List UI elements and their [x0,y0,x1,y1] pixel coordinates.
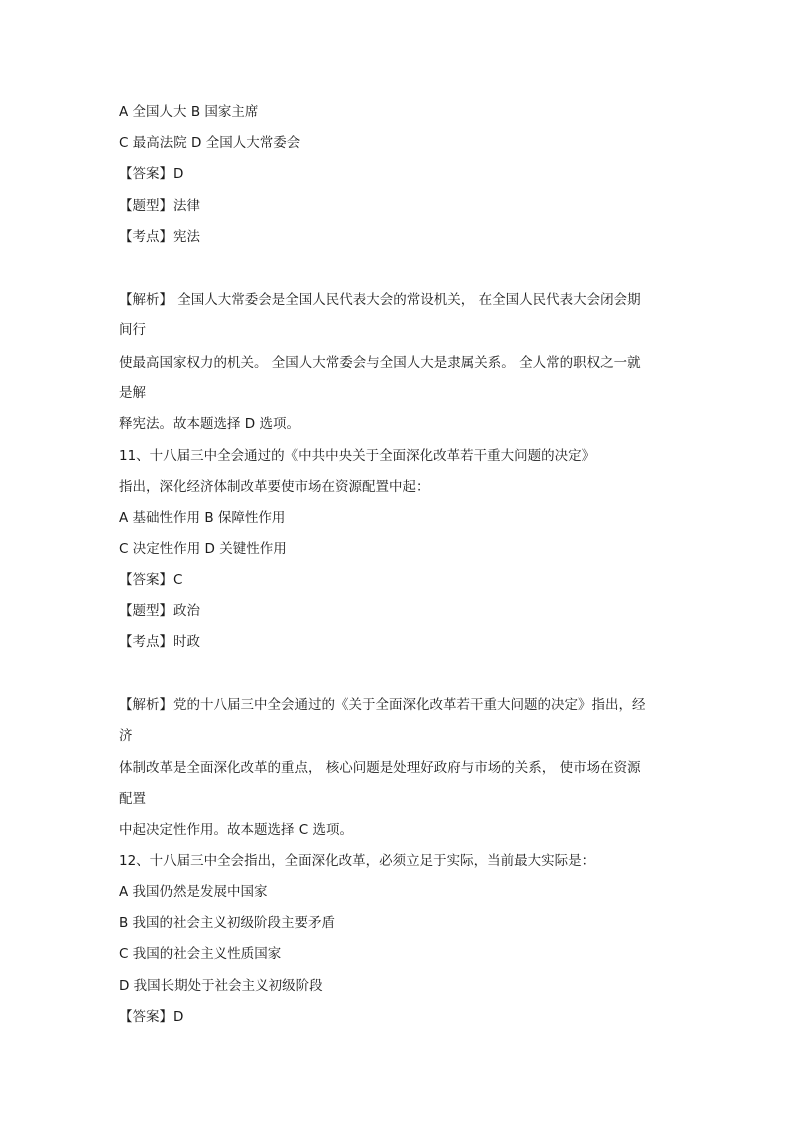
option-line-a-b: A 全国人大 B 国家主席 [119,104,259,120]
analysis-line: 【解析】党的十八届三中全会通过的《关于全面深化改革若干重大问题的决定》指出，经 [119,697,646,713]
answer-line: 【答案】D [119,166,184,182]
exam-point-line: 【考点】宪法 [119,229,200,245]
option-d-line: D 我国长期处于社会主义初级阶段 [119,978,323,994]
analysis-line: 释宪法。故本题选择 D 选项。 [119,416,300,432]
answer-line: 【答案】D [119,1009,184,1025]
option-b-line: B 我国的社会主义初级阶段主要矛盾 [119,915,336,931]
analysis-line: 间行 [119,322,146,338]
analysis-line: 体制改革是全面深化改革的重点， 核心问题是处理好政府与市场的关系， 使市场在资源 [119,760,641,776]
analysis-line: 使最高国家权力的机关。 全国人大常委会与全国人大是隶属关系。 全人常的职权之一就 [119,355,641,371]
analysis-line: 配置 [119,791,146,807]
question-11-line: 11、十八届三中全会通过的《中共中央关于全面深化改革若干重大问题的决定》 [119,448,596,464]
analysis-line: 济 [119,728,133,744]
option-line-a-b: A 基础性作用 B 保障性作用 [119,510,286,526]
option-line-c-d: C 最高法院 D 全国人大常委会 [119,135,301,151]
question-12-line: 12、十八届三中全会指出，全面深化改革，必须立足于实际，当前最大实际是： [119,853,596,869]
question-11-line: 指出，深化经济体制改革要使市场在资源配置中起： [119,479,430,495]
question-type-line: 【题型】政治 [119,603,200,619]
analysis-line: 【解析】 全国人大常委会是全国人民代表大会的常设机关， 在全国人民代表大会闭会期 [119,292,641,308]
question-type-line: 【题型】法律 [119,198,200,214]
analysis-line: 是解 [119,385,146,401]
answer-line: 【答案】C [119,572,183,588]
analysis-line: 中起决定性作用。故本题选择 C 选项。 [119,822,354,838]
exam-point-line: 【考点】时政 [119,634,200,650]
option-line-c-d: C 决定性作用 D 关键性作用 [119,541,287,557]
option-a-line: A 我国仍然是发展中国家 [119,884,268,900]
option-c-line: C 我国的社会主义性质国家 [119,946,282,962]
